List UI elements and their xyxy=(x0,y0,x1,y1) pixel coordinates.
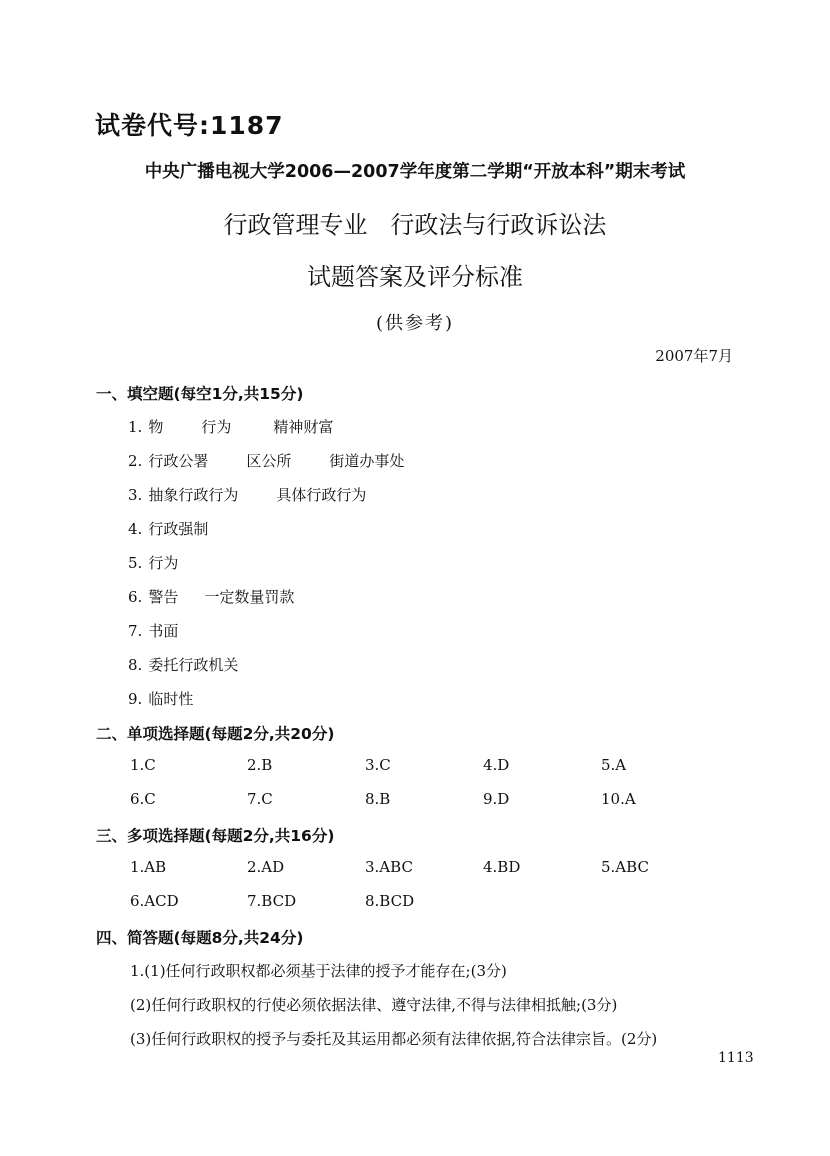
sc-answer: 8.B xyxy=(365,790,391,808)
sc-answer: 7.C xyxy=(247,790,273,808)
exam-title: 中央广播电视大学2006—2007学年度第二学期“开放本科”期末考试 xyxy=(144,162,686,182)
sc-answer: 4.D xyxy=(483,756,510,774)
fill-item-num: 4. xyxy=(128,520,143,538)
fill-item-5 xyxy=(128,552,178,573)
fill-answer: 临时性 xyxy=(148,690,194,708)
fill-answer: 行为 xyxy=(148,554,179,572)
fill-item-1 xyxy=(128,416,333,437)
sc-answer: 9.D xyxy=(483,790,510,808)
fill-answer: 行政公署 xyxy=(148,452,209,470)
section4-heading: 四、简答题(每题8分,共24分) xyxy=(96,929,304,947)
sc-answer: 6.C xyxy=(130,790,156,808)
fill-answer: 具体行政行为 xyxy=(276,486,367,504)
sc-answer: 3.C xyxy=(365,756,391,774)
paper-code: 试卷代号:1187 xyxy=(95,111,284,140)
sc-answer: 5.A xyxy=(601,756,627,774)
course-title: 行政管理专业 行政法与行政诉讼法 xyxy=(223,211,607,239)
fill-item-7 xyxy=(128,620,178,641)
mc-answer: 3.ABC xyxy=(365,858,413,876)
mc-answer: 2.AD xyxy=(247,858,285,876)
fill-item-num: 8. xyxy=(128,656,143,674)
fill-item-6 xyxy=(128,586,294,607)
fill-answer: 区公所 xyxy=(246,452,292,470)
fill-item-num: 1. xyxy=(128,418,143,436)
mc-answer: 6.ACD xyxy=(130,892,179,910)
fill-item-num: 5. xyxy=(128,554,143,572)
fill-item-num: 3. xyxy=(128,486,143,504)
fill-item-3 xyxy=(128,484,366,505)
document-title: 试题答案及评分标准 xyxy=(307,263,523,291)
fill-answer: 书面 xyxy=(148,622,179,640)
fill-item-num: 9. xyxy=(128,690,143,708)
short-answer-line-1: 1.(1)任何行政职权都必须基于法律的授予才能存在;(3分) xyxy=(130,962,507,980)
mc-answer: 7.BCD xyxy=(247,892,297,910)
reference-note: (供参考) xyxy=(375,313,455,334)
section3-heading: 三、多项选择题(每题2分,共16分) xyxy=(96,827,335,845)
mc-answer: 8.BCD xyxy=(365,892,415,910)
section2-heading: 二、单项选择题(每题2分,共20分) xyxy=(96,725,335,743)
fill-item-9 xyxy=(128,688,193,709)
section1-heading: 一、填空题(每空1分,共15分) xyxy=(96,385,304,403)
short-answer-line-2: (2)任何行政职权的行使必须依据法律、遵守法律,不得与法律相抵触;(3分) xyxy=(130,996,618,1014)
sc-answer: 2.B xyxy=(247,756,273,774)
page-number: 1113 xyxy=(718,1050,754,1066)
fill-answer: 行为 xyxy=(201,418,232,436)
fill-answer: 委托行政机关 xyxy=(148,656,239,674)
fill-item-num: 7. xyxy=(128,622,143,640)
sc-answer: 10.A xyxy=(601,790,636,808)
fill-answer: 抽象行政行为 xyxy=(148,486,239,504)
short-answer-line-3: (3)任何行政职权的授予与委托及其运用都必须有法律依据,符合法律宗旨。(2分) xyxy=(130,1030,658,1048)
fill-item-num: 6. xyxy=(128,588,143,606)
fill-answer: 行政强制 xyxy=(148,520,209,538)
fill-answer: 街道办事处 xyxy=(329,452,405,470)
fill-answer: 物 xyxy=(148,418,164,436)
fill-answer: 一定数量罚款 xyxy=(204,588,295,606)
mc-answer: 1.AB xyxy=(130,858,167,876)
sc-answer: 1.C xyxy=(130,756,156,774)
fill-answer: 精神财富 xyxy=(273,418,334,436)
fill-item-2 xyxy=(128,450,404,471)
fill-answer: 警告 xyxy=(148,588,179,606)
fill-item-num: 2. xyxy=(128,452,143,470)
exam-date: 2007年7月 xyxy=(655,347,733,365)
fill-item-8 xyxy=(128,654,238,675)
mc-answer: 5.ABC xyxy=(601,858,649,876)
mc-answer: 4.BD xyxy=(483,858,521,876)
fill-item-4 xyxy=(128,518,208,539)
